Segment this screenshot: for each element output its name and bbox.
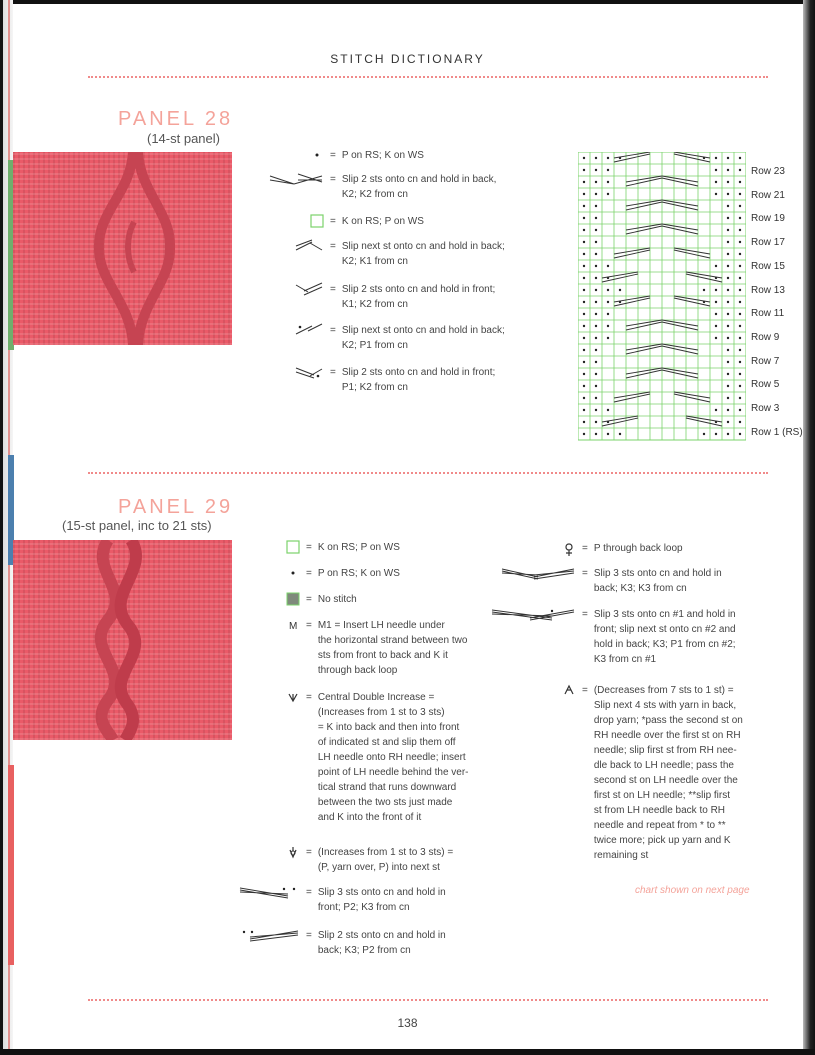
legend-definition: M1 = Insert LH needle under the horizontal strand between two sts from front to back and K it through back loop xyxy=(317,620,468,676)
chart-row-label: Row 21 xyxy=(751,189,785,201)
chart-row-label: Row 19 xyxy=(751,213,785,225)
legend-entry xyxy=(262,365,532,395)
dotted-rule-middle xyxy=(88,472,768,474)
purl-dot-icon xyxy=(262,148,324,160)
legend-definition: K on RS; P on WS xyxy=(341,216,424,227)
no-stitch-icon xyxy=(232,592,300,606)
legend-definition: Slip 3 sts onto cn and hold in back; K3; K3 from cn xyxy=(593,568,722,594)
legend-definition: Slip 3 sts onto cn and hold in front; P2; K3 from cn xyxy=(317,887,446,913)
knit-square-icon xyxy=(262,214,324,228)
svg-text:M: M xyxy=(289,621,298,632)
equals-sign: = xyxy=(306,887,312,898)
page-frame-bottom xyxy=(0,1049,815,1055)
central-double-increase-icon xyxy=(232,690,300,704)
legend-definition: Slip next st onto cn and hold in back; K2; P1 from cn xyxy=(341,325,505,351)
cable-3-1-3-icon xyxy=(486,607,576,621)
legend-definition: K on RS; P on WS xyxy=(317,542,400,553)
panel29-title: PANEL 29 xyxy=(118,496,234,518)
cable-3-2-left-purl-icon xyxy=(232,885,300,899)
equals-sign: = xyxy=(306,847,312,858)
legend-entry xyxy=(262,282,532,312)
spine-tab-red xyxy=(8,765,14,965)
equals-sign: = xyxy=(306,692,312,703)
legend-definition: Slip 2 sts onto cn and hold in back; K3; P2 from cn xyxy=(317,930,446,956)
cable-2-1-right-icon xyxy=(262,239,324,253)
equals-sign: = xyxy=(330,150,336,161)
legend-definition: P on RS; K on WS xyxy=(317,568,400,579)
equals-sign: = xyxy=(330,174,336,185)
cable-3-3-right-icon xyxy=(486,566,576,580)
equals-sign: = xyxy=(306,542,312,553)
cable-2-1-left-icon xyxy=(262,282,324,296)
equals-sign: = xyxy=(582,685,588,696)
equals-sign: = xyxy=(330,367,336,378)
legend-entry xyxy=(262,172,532,202)
cable-2-1-right-purl-icon xyxy=(262,323,324,337)
panel28-subtitle: (14-st panel) xyxy=(147,131,220,146)
legend-definition: Slip 2 sts onto cn and hold in front; K1; K2 from cn xyxy=(341,284,496,310)
legend-entry xyxy=(486,607,779,667)
legend-entry xyxy=(232,618,498,678)
M-icon xyxy=(232,618,300,632)
cable-diamond-motif xyxy=(13,152,232,345)
legend-definition: (Decreases from 7 sts to 1 st) = Slip next 4 sts with yarn in back, drop yarn; *pass the second st on RH needle over the first st on RH needle; slip first st from RH nee- dle back to LH needle; pass the second st on LH needle over the first st on LH needle; **slip first st from LH needle back to RH needle and repeat from * to ** twice more; pick up yarn and K remaining st xyxy=(593,685,743,861)
equals-sign: = xyxy=(306,930,312,941)
legend-definition: Central Double Increase = (Increases from 1 st to 3 sts) = K into back and then into front of indicated st and slip them off LH needle onto RH needle; insert point of LH needle behind the ver- tical strand that runs downward between the two sts just made and K into the front of it xyxy=(317,692,469,823)
panel28-swatch-photo xyxy=(13,152,232,345)
purl-tbl-icon xyxy=(486,541,576,557)
chart-row-label: Row 3 xyxy=(751,403,780,414)
equals-sign: = xyxy=(330,325,336,336)
legend-entry xyxy=(262,214,532,229)
chart-row-label: Row 9 xyxy=(751,331,780,343)
cable-2-1-left-purl-icon xyxy=(262,365,324,379)
panel28-chart xyxy=(578,152,746,442)
chart-row-label: Row 11 xyxy=(751,308,785,320)
equals-sign: = xyxy=(306,620,312,631)
legend-entry xyxy=(262,323,532,353)
panel29-subtitle: (15-st panel, inc to 21 sts) xyxy=(62,518,212,533)
legend-definition: P through back loop xyxy=(593,543,683,554)
legend-definition: Slip next st onto cn and hold in back; K2; K1 from cn xyxy=(341,241,505,267)
legend-entry xyxy=(262,148,532,163)
chart-row-label: Row 17 xyxy=(751,237,785,249)
legend-definition: (Increases from 1 st to 3 sts) = (P, yarn over, P) into next st xyxy=(317,847,454,873)
legend-entry xyxy=(486,566,779,596)
legend-definition: Slip 2 sts onto cn and hold in back, K2; K2 from cn xyxy=(341,174,497,200)
panel29-swatch-photo xyxy=(13,540,232,740)
legend-entry xyxy=(232,845,498,875)
legend-entry xyxy=(232,566,498,581)
equals-sign: = xyxy=(582,543,588,554)
increase-p-yo-p-icon xyxy=(232,845,300,861)
legend-entry xyxy=(232,928,498,958)
legend-entry xyxy=(232,540,498,555)
dotted-rule-top xyxy=(88,76,768,78)
legend-entry xyxy=(232,690,498,825)
equals-sign: = xyxy=(330,284,336,295)
equals-sign: = xyxy=(582,609,588,620)
section-title: STITCH DICTIONARY xyxy=(330,52,485,66)
equals-sign: = xyxy=(306,594,312,605)
legend-definition: Slip 3 sts onto cn #1 and hold in front; slip next st onto cn #2 and hold in back; K3; P1 from cn #2; K3 from cn #1 xyxy=(593,609,736,665)
dotted-rule-bottom xyxy=(88,999,768,1001)
chart-row-label: Row 7 xyxy=(751,355,780,367)
legend-entry xyxy=(232,885,498,915)
knit-square-icon xyxy=(232,540,300,554)
chart-note: chart shown on next page xyxy=(635,885,750,896)
page-number: 138 xyxy=(397,1016,418,1030)
chart-row-label: Row 23 xyxy=(751,166,785,177)
chart-row-label: Row 1 (RS) xyxy=(751,426,803,438)
chart-row-label: Row 13 xyxy=(751,284,785,296)
legend-entry xyxy=(262,239,532,269)
legend-definition: No stitch xyxy=(317,594,357,605)
page-frame-top xyxy=(0,0,815,4)
page-right-edge xyxy=(803,0,815,1049)
legend-entry xyxy=(486,541,779,557)
cable-2-2-right-icon xyxy=(262,172,324,186)
equals-sign: = xyxy=(330,241,336,252)
equals-sign: = xyxy=(330,216,336,227)
panel28-title: PANEL 28 xyxy=(118,108,234,130)
equals-sign: = xyxy=(306,568,312,579)
legend-entry xyxy=(486,683,779,863)
legend-entry xyxy=(232,592,498,607)
equals-sign: = xyxy=(582,568,588,579)
cable-3-2-right-purl-icon xyxy=(232,928,300,942)
legend-definition: P on RS; K on WS xyxy=(341,150,424,161)
braided-cable-motif xyxy=(13,540,232,740)
chart-row-label: Row 5 xyxy=(751,379,780,391)
purl-dot-icon xyxy=(232,566,300,578)
decrease-7-to-1-icon xyxy=(486,683,576,697)
chart-row-label: Row 15 xyxy=(751,260,785,272)
legend-definition: Slip 2 sts onto cn and hold in front; P1; K2 from cn xyxy=(341,367,496,393)
